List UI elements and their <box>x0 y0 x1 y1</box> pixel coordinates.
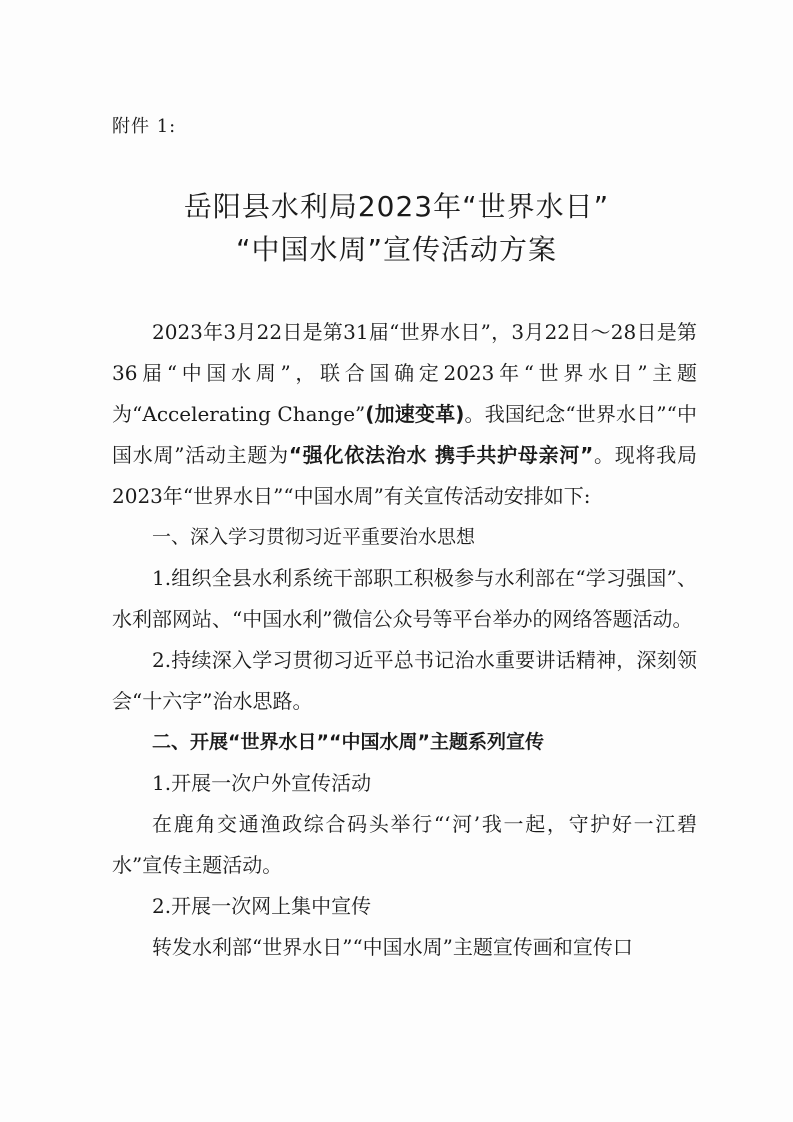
section2-sub2-title: 2.开展一次网上集中宣传 <box>152 894 372 918</box>
section1-item1: 1.组织全县水利系统干部职工积极参与水利部在“学习强国”、水利部网站、“中国水利”微信公众号等平台举办的网络答题活动。 <box>112 566 697 631</box>
section2-sub1-text: 在鹿角交通渔政综合码头举行“‘河’我一起，守护好一江碧水”宣传主题活动。 <box>112 812 697 877</box>
intro-text-c: 。我国纪念“世界水日”“中国水周”活动主题为 <box>112 402 697 467</box>
intro-text-e: 。现将我局2023年“世界水日”“中国水周”有关宣传活动安排如下: <box>112 443 697 508</box>
section2-sub1-title: 1.开展一次户外宣传活动 <box>152 771 372 795</box>
section2-heading: 二、开展“世界水日”“中国水周”主题系列宣传 <box>152 731 544 753</box>
section1-item2: 2.持续深入学习贯彻习近平总书记治水重要讲话精神，深刻领会“十六字”治水思路。 <box>112 648 697 713</box>
attachment-label: 附件 1: <box>112 116 177 137</box>
document-title-line2: “中国水周”宣传活动方案 <box>235 233 557 266</box>
document-title-line1: 岳阳县水利局2023年“世界水日” <box>183 190 610 223</box>
document-body <box>112 312 697 968</box>
intro-paragraph <box>112 312 697 517</box>
intro-text-a: 2023年3月22日是第31届“世界水日”，3月22日～28日是第36届“中国水周”，联合国确定2023年“世界水日”主题为“Accelerating Change” <box>112 320 697 426</box>
intro-text-b: (加速变革) <box>365 402 465 426</box>
section1-heading: 一、深入学习贯彻习近平重要治水思想 <box>152 526 476 548</box>
section2-sub2-text: 转发水利部“世界水日”“中国水周”主题宣传画和宣传口 <box>152 935 633 959</box>
intro-theme: “强化依法治水 携手共护母亲河” <box>288 443 594 467</box>
